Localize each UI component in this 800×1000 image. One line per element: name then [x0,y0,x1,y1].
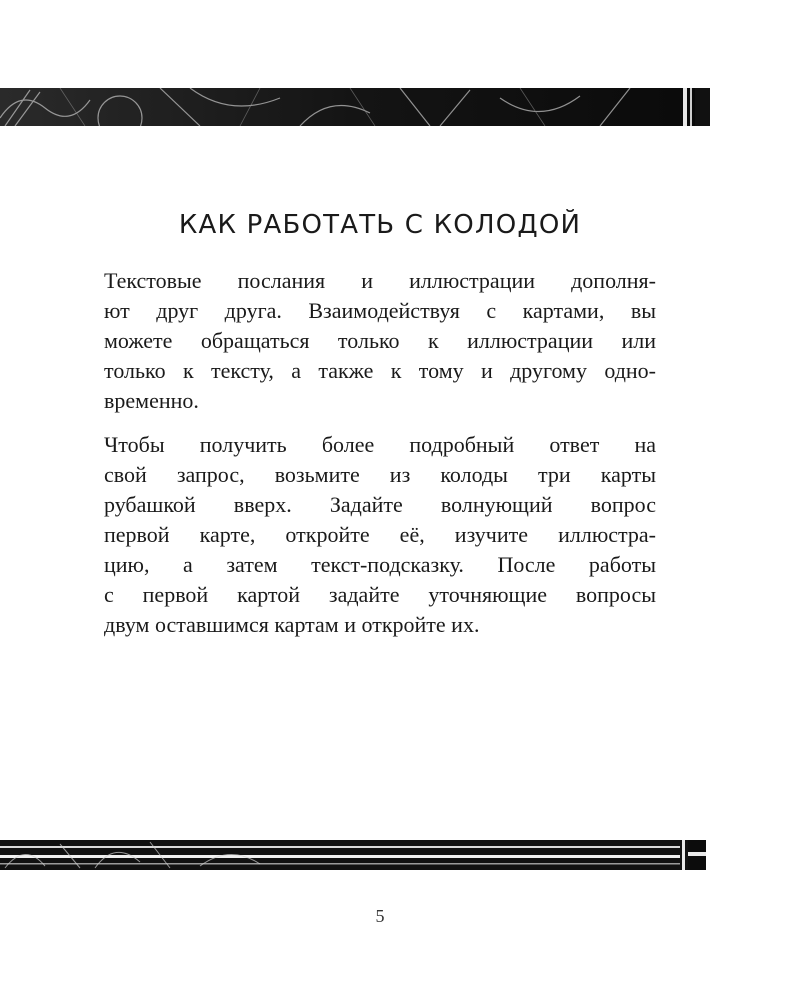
body-text [104,266,656,654]
text-line: рубашкой вверх. Задайте волнующий вопрос [104,492,656,517]
paragraph-1 [104,266,656,416]
text-line: цию, а затем текст-подсказку. После работы [104,552,656,577]
text-line: первой карте, откройте её, изучите иллюстра- [104,522,656,547]
top-decorative-band [0,88,710,126]
text-line: свой запрос, возьмите из колоды три карты [104,462,656,487]
text-line: ют друг друга. Взаимодействуя с картами, вы [104,298,656,323]
text-line: двум оставшимся картам и откройте их. [104,612,480,637]
top-band-ornament [0,88,710,126]
page-number: 5 [375,906,385,926]
text-line: Чтобы получить более подробный ответ на [104,432,656,457]
text-line: только к тексту, а также к тому и другому одно- [104,358,656,383]
paragraph-2 [104,430,656,640]
text-line: временно. [104,388,199,413]
text-line: Текстовые послания и иллюстрации дополня- [104,268,656,293]
bottom-band-ornament [0,840,706,870]
text-line: с первой картой задайте уточняющие вопросы [104,582,656,607]
text-line: можете обращаться только к иллюстрации или [104,328,656,353]
page-title: КАК РАБОТАТЬ С КОЛОДОЙ [178,210,582,240]
bottom-decorative-band [0,840,706,870]
